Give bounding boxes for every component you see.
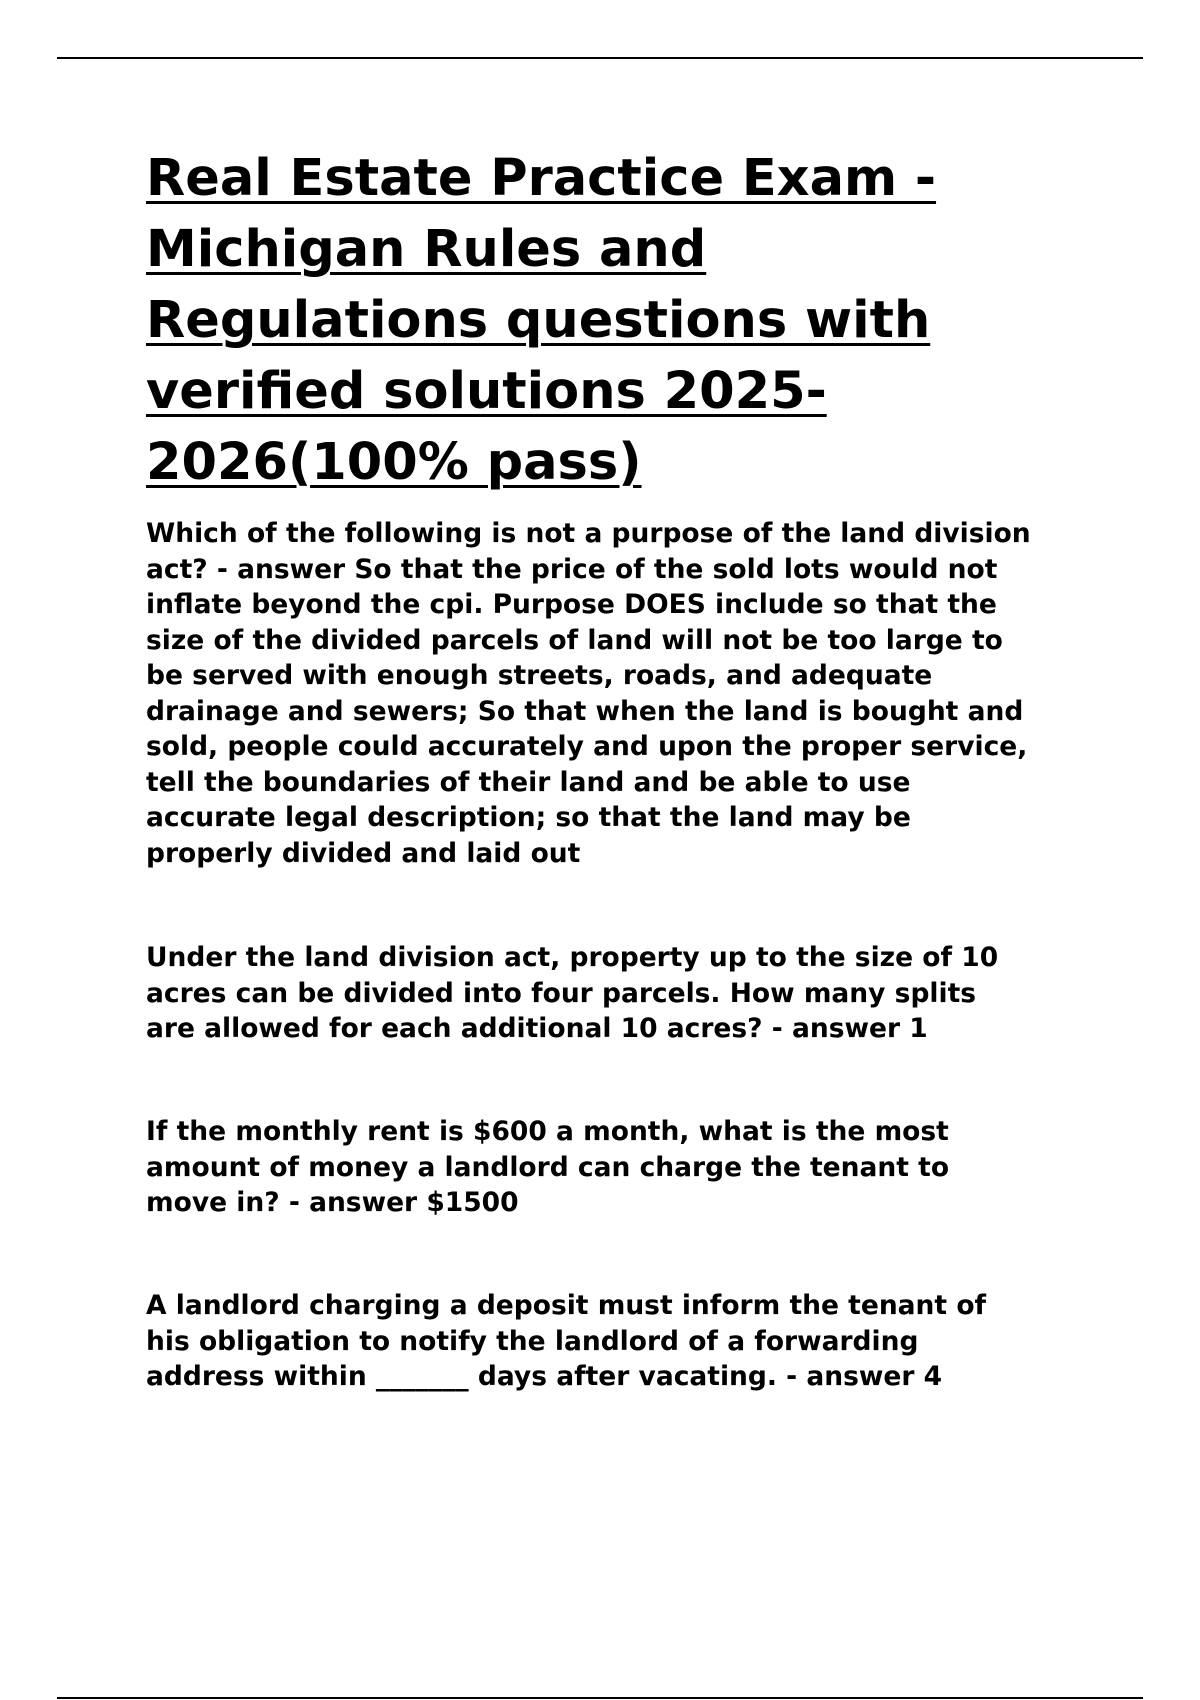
question-answer-3: If the monthly rent is $600 a month, what is the most amount of money a landlord can charge the tenant to move in? - answer $1500	[146, 1116, 950, 1218]
question-answer-4: A landlord charging a deposit must inform the tenant of his obligation to notify the landlord of a forwarding address within _______ days after vacating. - answer 4	[146, 1290, 987, 1392]
question-answer-2: Under the land division act, property up to the size of 10 acres can be divided into four parcels. How many splits are allowed for each additional 10 acres? - answer 1	[146, 942, 999, 1044]
document-title: Real Estate Practice Exam - Michigan Rules and Regulations questions with verified solutions 2025- 2026(100% pass)	[146, 149, 937, 492]
bottom-divider	[57, 1697, 1143, 1699]
question-answer-1: Which of the following is not a purpose of the land division act? - answer So that the price of the sold lots would not inflate beyond the cpi. Purpose DOES include so that the size of the divided parcels of land will not be too large to be served with enough streets, roads, and adequate drainage and sewers; So that when the land is bought and sold, people could accurately and upon the proper service, tell the boundaries of their land and be able to use accurate legal description; so that the land may be properly divided and laid out	[146, 518, 1031, 869]
top-divider	[57, 57, 1143, 59]
